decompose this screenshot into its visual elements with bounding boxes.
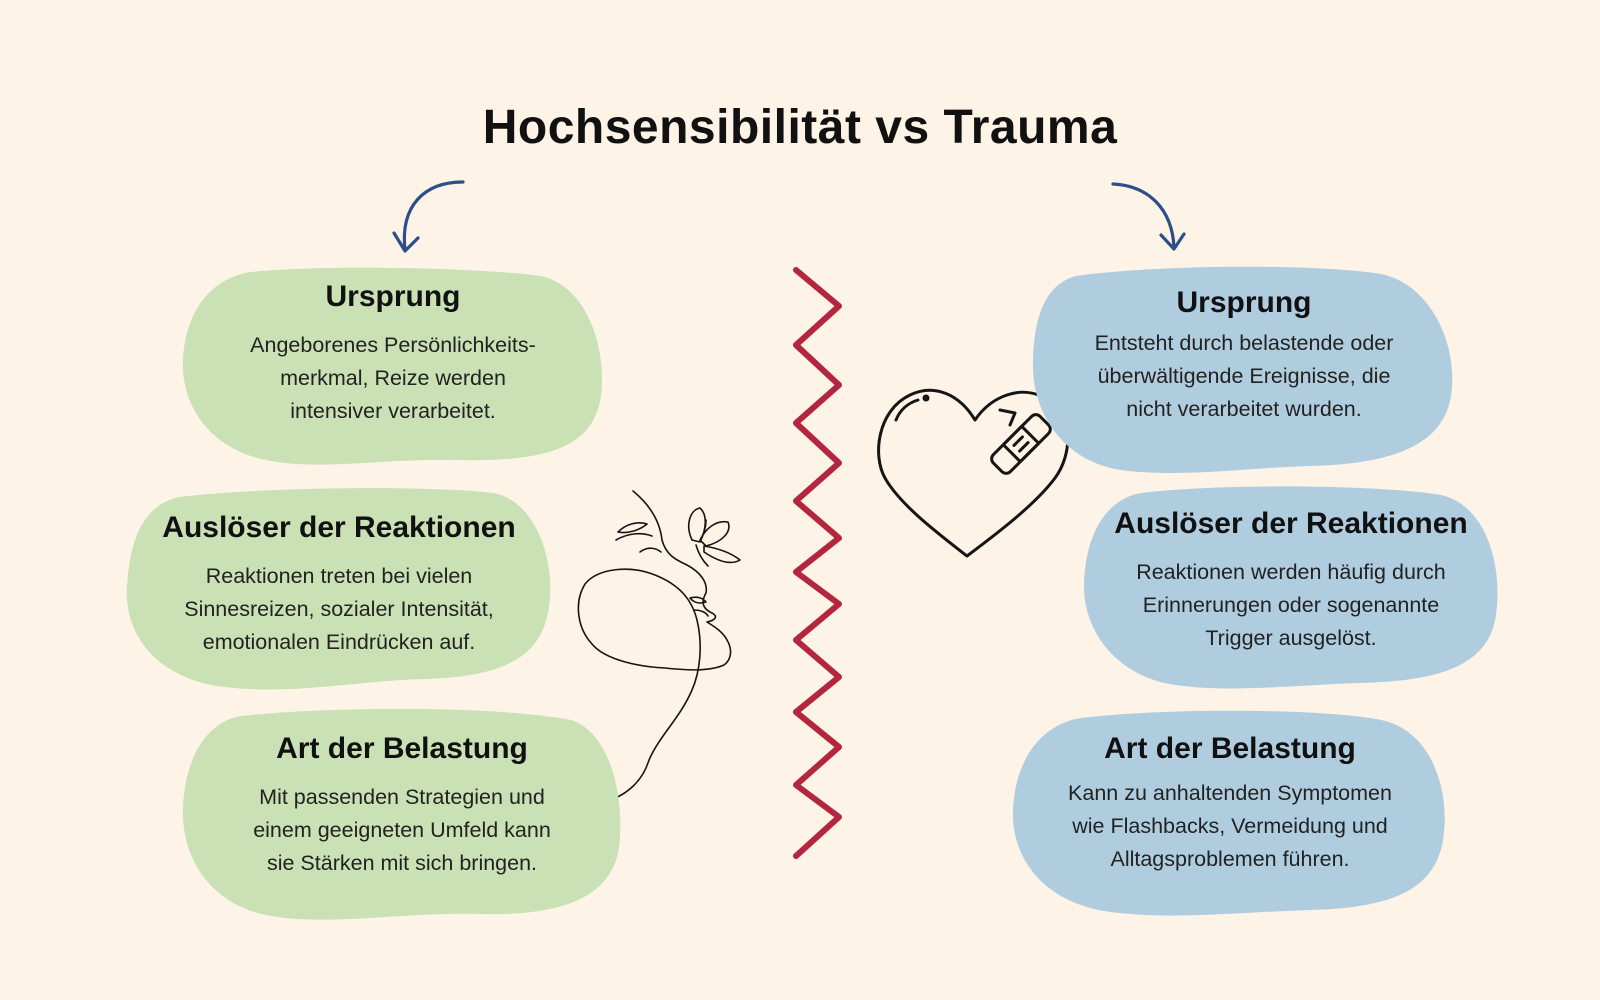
card-text-line: wie Flashbacks, Vermeidung und (1072, 814, 1388, 838)
card-text-line: überwältigende Ereignisse, die (1097, 364, 1391, 388)
card-text (124, 560, 554, 659)
card-text-line: einem geeigneten Umfeld kann (253, 818, 551, 842)
card-text-line: Trigger ausgelöst. (1205, 626, 1377, 650)
card-text-line: Mit passenden Strategien und (259, 785, 545, 809)
card-text-line: Reaktionen treten bei vielen (205, 564, 473, 588)
card-text-line: sie Stärken mit sich bringen. (266, 851, 538, 875)
card-text (181, 781, 623, 880)
card-text (181, 329, 605, 428)
right-card-origin (1031, 266, 1457, 476)
card-text (1011, 777, 1449, 876)
card-text (1031, 327, 1457, 426)
right-card-burden (1011, 710, 1449, 918)
card-heading: Auslöser der Reaktionen (162, 511, 516, 544)
card-text (1081, 556, 1501, 655)
left-card-origin (181, 266, 605, 472)
card-heading: Ursprung (1176, 286, 1312, 319)
card-text-line: Alltagsproblemen führen. (1110, 847, 1350, 871)
card-text-line: Sinnesreizen, sozialer Intensität, (184, 597, 494, 621)
card-text-line: emotionalen Eindrücken auf. (202, 630, 476, 654)
card-text-line: nicht verarbeitet wurden. (1126, 397, 1362, 421)
card-text-line: merkmal, Reize werden (280, 366, 506, 390)
left-card-burden (181, 708, 623, 924)
right-card-triggers (1081, 485, 1501, 691)
card-heading: Auslöser der Reaktionen (1114, 507, 1468, 540)
page-title: Hochsensibilität vs Trauma (482, 101, 1118, 154)
card-text-line: Entsteht durch belastende oder (1094, 331, 1394, 355)
card-heading: Art der Belastung (276, 732, 528, 765)
card-heading: Art der Belastung (1104, 732, 1356, 765)
left-card-triggers (124, 487, 554, 695)
card-text-line: Reaktionen werden häufig durch (1136, 560, 1446, 584)
card-text-line: intensiver verarbeitet. (290, 399, 496, 423)
card-text-line: Angeborenes Persönlichkeits- (250, 333, 536, 357)
card-text-line: Erinnerungen oder sogenannte (1142, 593, 1440, 617)
card-heading: Ursprung (325, 280, 461, 313)
card-text-line: Kann zu anhaltenden Symptomen (1068, 781, 1392, 805)
